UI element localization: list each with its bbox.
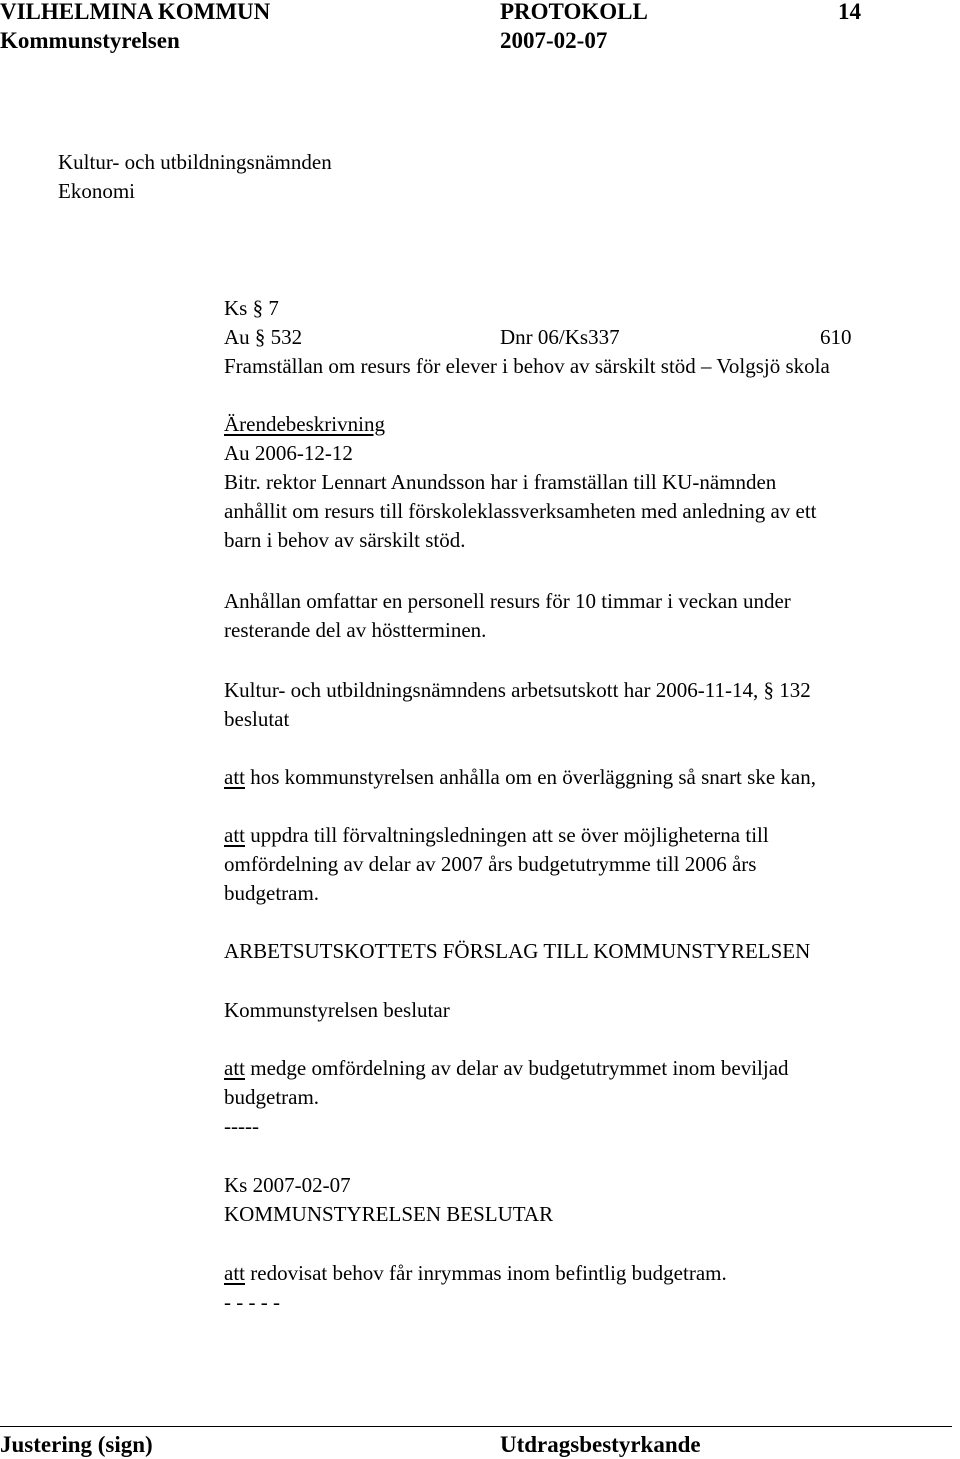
case-title: Framställan om resurs för elever i behov av särskilt stöd – Volgsjö skola xyxy=(224,354,830,378)
ks-decision-item1-text: redovisat behov får inrymmas inom befintlig budgetram. xyxy=(250,1261,727,1285)
ku-decision-item2-line2: omfördelning av delar av 2007 års budgetutrymme till 2006 års xyxy=(224,852,757,876)
proposal-item1-text: medge omfördelning av delar av budgetutrymmet inom beviljad xyxy=(250,1056,789,1080)
committee-name: Kommunstyrelsen xyxy=(0,28,180,53)
description-para1-line1: Bitr. rektor Lennart Anundsson har i framställan till KU-nämnden xyxy=(224,470,777,494)
footer-justering: Justering (sign) xyxy=(0,1432,153,1457)
att-label: att xyxy=(224,1261,245,1285)
proposal-intro: Kommunstyrelsen beslutar xyxy=(224,998,450,1022)
section-symbol: § xyxy=(252,296,264,320)
ku-decision-item2-line3: budgetram. xyxy=(224,881,320,905)
page-number: 14 xyxy=(838,0,861,24)
ku-decision-item1-text: hos kommunstyrelsen anhålla om en överläggning så snart ske kan, xyxy=(250,765,816,789)
description-para1-line2: anhållit om resurs till förskoleklassverksamheten med anledning av ett xyxy=(224,499,817,523)
ks-label: Ks xyxy=(224,296,248,320)
municipality-name: VILHELMINA KOMMUN xyxy=(0,0,271,24)
att-label: att xyxy=(224,823,245,847)
document-type: PROTOKOLL xyxy=(500,0,648,24)
proposal-separator: ----- xyxy=(224,1114,259,1138)
att-label: att xyxy=(224,1056,245,1080)
ks-decision-item1 xyxy=(224,1259,727,1288)
dnr-reference: Dnr 06/Ks337 xyxy=(500,325,620,349)
au-number: 532 xyxy=(270,325,303,349)
description-para2-line2: resterande del av höstterminen. xyxy=(224,618,487,642)
description-heading: Ärendebeskrivning xyxy=(224,412,385,436)
para3-section-number: 132 xyxy=(779,678,811,702)
ks-reference xyxy=(224,294,279,323)
section-symbol: § xyxy=(763,678,774,702)
ku-decision-item1 xyxy=(224,763,816,792)
ks-decision-date: Ks 2007-02-07 xyxy=(224,1173,351,1197)
att-label: att xyxy=(224,765,245,789)
au-date: Au 2006-12-12 xyxy=(224,441,353,465)
au-reference xyxy=(224,323,302,352)
description-para1-line3: barn i behov av särskilt stöd. xyxy=(224,528,466,552)
description-para3-line2: beslutat xyxy=(224,707,290,731)
description-para3-line1 xyxy=(224,676,811,705)
ks-decision-heading: KOMMUNSTYRELSEN BESLUTAR xyxy=(224,1202,554,1226)
ks-number: 7 xyxy=(268,296,279,320)
section-symbol: § xyxy=(254,325,266,349)
proposal-item1-line1 xyxy=(224,1054,789,1083)
recipient-1: Kultur- och utbildningsnämnden xyxy=(58,150,332,174)
ks-decision-separator: - - - - - xyxy=(224,1290,280,1314)
footer-divider xyxy=(0,1426,952,1427)
para3-text: Kultur- och utbildningsnämndens arbetsutskott har 2006-11-14, xyxy=(224,678,759,702)
description-para2-line1: Anhållan omfattar en personell resurs för 10 timmar i veckan under xyxy=(224,589,791,613)
case-code: 610 xyxy=(820,325,852,349)
au-label: Au xyxy=(224,325,250,349)
proposal-heading: ARBETSUTSKOTTETS FÖRSLAG TILL KOMMUNSTYRELSEN xyxy=(224,939,811,963)
meeting-date: 2007-02-07 xyxy=(500,28,608,53)
ku-decision-item2-line1 xyxy=(224,821,769,850)
recipient-2: Ekonomi xyxy=(58,179,135,203)
proposal-item1-line2: budgetram. xyxy=(224,1085,320,1109)
ku-decision-item2-text: uppdra till förvaltningsledningen att se över möjligheterna till xyxy=(250,823,769,847)
footer-utdragsbestyrkande: Utdragsbestyrkande xyxy=(500,1432,701,1457)
